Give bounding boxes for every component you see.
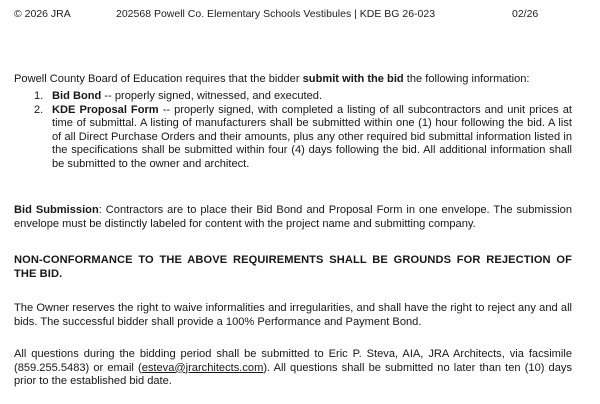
owner-rights-paragraph: The Owner reserves the right to waive informalities and irregularities, and shall have the right to reject any and all bids. The successful bidder shall provide a 100% Performance and Payment Bond. [14, 302, 572, 328]
intro-emphasis: submit with the bid [302, 73, 404, 86]
list-marker: 2. [34, 103, 44, 116]
bid-submission-label: Bid Submission [14, 204, 99, 217]
intro-text-before: Powell County Board of Education requires that the bidder [14, 73, 303, 86]
page-header [0, 6, 600, 22]
list-item-text: -- properly signed, with completed a listing of all subcontractors and unit prices at time of submittal. A listing of manufacturers shall be submitted within one (1) hour following the bid. A list of all Direct Purchase Orders and their amounts, plus any other required bid submittal information listed in the specifications shall be submitted within four (4) days following the bid. All additional information shall be submitted to the owner and architect. [52, 103, 572, 170]
header-date: 02/26 [512, 8, 539, 20]
bid-submission-paragraph [14, 204, 572, 231]
non-conformance-notice: NON-CONFORMANCE TO THE ABOVE REQUIREMENTS SHALL BE GROUNDS FOR REJECTION OF THE BID. [14, 254, 572, 280]
list-item-title: Bid Bond [52, 90, 102, 102]
intro-paragraph [14, 73, 572, 87]
intro-text-after: the following information: [403, 73, 530, 86]
header-project-title: 202568 Powell Co. Elementary Schools Vestibules | KDE BG 26-023 [116, 8, 436, 20]
questions-text-before: All questions during the bidding period shall be submitted to Eric P. Steva, AIA, JRA Architects, via facsimile (859.255.5483) or email ( [14, 348, 572, 374]
list-item-title: KDE Proposal Form [52, 103, 159, 116]
questions-paragraph [14, 348, 572, 389]
bid-submission-text: : Contractors are to place their Bid Bond and Proposal Form in one envelope. The submission envelope must be distinctly labeled for content with the project name and submitting company. [14, 204, 573, 230]
list-item [14, 104, 572, 172]
header-copyright: © 2026 JRA [14, 8, 71, 20]
list-item-text: -- properly signed, witnessed, and executed. [101, 90, 323, 102]
architect-email-link[interactable]: esteva@jrarchitects.com [141, 361, 264, 374]
requirements-list [14, 90, 572, 172]
list-item [14, 90, 572, 104]
list-marker: 1. [34, 90, 44, 102]
questions-text-after: ). All questions shall be submitted no later than ten (10) days prior to the established bid date. [14, 361, 572, 388]
